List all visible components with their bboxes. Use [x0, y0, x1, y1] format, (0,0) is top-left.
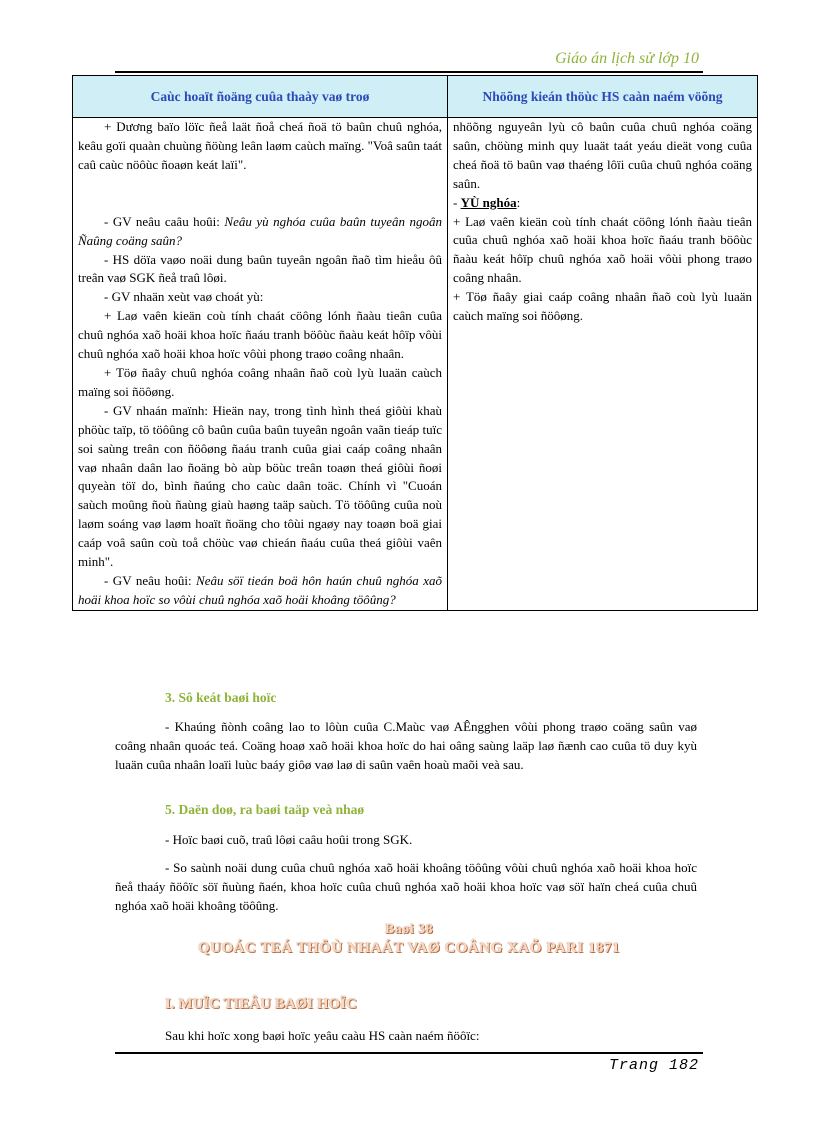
- left-paragraph-4: - GV nhaän xeùt vaø choát yù:: [104, 289, 264, 305]
- left-question-2: [78, 572, 442, 610]
- right-paragraph-1: nhöõng nguyeân lyù cô baûn cuûa chuû nghóa coäng saûn, chöùng minh quy luaät taát yeáu dieät vong cuûa cheá ñoä tö baûn vaø thaéng lôïi cuûa chuû nghóa coäng saûn.: [453, 119, 752, 191]
- right-paragraph-3: + Laø vaên kieän coù tính chaát cöông lónh ñaàu tieân cuûa chuû nghóa xaõ hoäi khoa hoïc ñaáu tranh böôùc ñaàu keát hôïp chuû nghóa xaõ hoäi vôùi phong traøo coâng nhaân.: [453, 213, 752, 286]
- section-5-title: 5. Daën doø, ra baøi taäp veà nhaø: [165, 802, 365, 817]
- question-prefix: - GV neâu caâu hoûi:: [104, 213, 225, 229]
- question-text: Neâu yù nghóa cuûa baûn tuyeân ngoân Ñaûng coäng saûn?: [78, 213, 442, 248]
- spacer: [78, 175, 442, 213]
- section-I-text: Sau khi hoïc xong baøi hoïc yeâu caàu HS caàn naém ñöôïc:: [165, 1028, 480, 1043]
- footer-rule: [115, 1052, 703, 1054]
- activities-cell: [73, 118, 448, 611]
- left-paragraph-5: + Laø vaên kieän coù tính chaát cöông lónh ñaàu tieân cuûa chuû nghóa xaõ hoäi khoa hoïc ñaáu tranh böôùc ñaàu keát hôïp vôùi chuû nghóa xaõ hoäi khoa hoïc vôùi phong traøo coâng nhaân.: [78, 308, 442, 362]
- section-3-text: [115, 717, 697, 774]
- left-paragraph-3: - HS döïa vaøo noäi dung baûn tuyeân ngoân ñaõ tìm hieåu ôû treân vaø SGK ñeå traû lôøi.: [78, 251, 442, 286]
- section-5-line-1-text: - Hoïc baøi cuõ, traû lôøi caâu hoûi trong SGK.: [165, 832, 413, 847]
- left-question-1: [78, 213, 442, 251]
- lesson-number: Baøi 38: [384, 922, 434, 937]
- section-5-line-1: [115, 830, 697, 849]
- left-paragraph-6: + Töø ñaây chuû nghóa coâng nhaân ñaõ coù lyù luaän caùch maïng soi ñöôøng.: [78, 364, 442, 399]
- right-meaning-heading: [453, 194, 752, 213]
- page-number: Trang 182: [608, 1057, 699, 1074]
- question-text: Neâu söï tieán boä hôn haún chuû nghóa xaõ hoäi khoa hoïc so vôùi chuû nghóa xaõ hoäi khoâng töôûng?: [78, 572, 442, 607]
- table-header-knowledge: Nhöõng kieán thöùc HS caàn naém vöõng: [448, 76, 758, 118]
- colon: :: [516, 194, 521, 210]
- section-5-line-2-text: - So saùnh noäi dung cuûa chuû nghóa xaõ hoäi khoâng töôûng vôùi chuû nghóa xaõ hoäi khoa hoïc ñeå thaáy ñöôïc söï ñuùng ñaén, khoa hoïc cuûa chuû nghóa xaõ hoäi khoa hoïc vaø söï haïn cheá cuûa chuû nghóa xaõ hoäi khoâng töôûng.: [115, 860, 697, 913]
- header-rule: [115, 71, 703, 73]
- question-prefix: - GV neâu hoûi:: [104, 572, 197, 588]
- right-paragraph-4: + Töø ñaây giai caáp coâng nhaân ñaõ coù lyù luaän caùch maïng soi ñöôøng.: [453, 289, 752, 324]
- lesson-table: [72, 75, 758, 611]
- left-paragraph-1: + Dương baïo löïc ñeå laät ñoå cheá ñoä tö baûn chuû nghóa, keâu goïi quaàn chuùng ñöùng leân laøm caùch maïng. "Voâ saûn taát caû caùc nöôùc ñoaøn keát laïi".: [78, 119, 442, 172]
- lesson-title: QUOÁC TEÁ THÖÙ NHAÁT VAØ COÂNG XAÕ PARI 1871: [197, 940, 621, 956]
- section-3-body: - Khaúng ñònh coâng lao to lôùn cuûa C.Maùc vaø AÊngghen vôùi phong traøo coäng saûn vaø coâng nhaân quoác teá. Coäng hoaø xaõ hoäi khoa hoïc do hai oâng saùng laäp laø ñænh cao cuûa tö duy kyù luaän cuûa nhaân loaïi luùc baáy giôø vaø laø di saûn vaên hoaù maõi veà sau.: [115, 719, 697, 772]
- section-5-line-2: [115, 858, 697, 915]
- table-header-activities: Caùc hoaït ñoäng cuûa thaày vaø troø: [73, 76, 448, 118]
- section-I-title: I. MUÏC TIEÂU BAØI HOÏC: [165, 996, 357, 1012]
- dash: -: [453, 194, 461, 210]
- header-title: Giáo án lịch sử lớp 10: [555, 50, 699, 67]
- meaning-label: YÙ nghóa: [460, 194, 517, 210]
- section-3-title: 3. Sô keát baøi hoïc: [165, 690, 277, 705]
- left-paragraph-7: - GV nhaán maïnh: Hieän nay, trong tình hình theá giôùi khaù phöùc taïp, tö töôûng cô baûn cuûa baûn tuyeân ngoân vaãn tieáp tuïc soi saùng treân con ñöôøng ñaáu tranh cuûa giai caáp coâng nhaân vaø nhaân daân lao ñoäng bò aùp böùc treân toaøn theá giôùi ñoøi quyeàn töï do, bình ñaúng cho caùc daân toäc. Chính vì "Cuoán saùch moûng ñoù ñaùng giaù haøng taäp saùch. Tö töôûng cuûa noù laøm soáng vaø laøm hoaït ñoäng cho tôùi ngaøy nay toaøn boä giai caáp voâ saûn coù toå chöùc vaø chieán ñaáu cuûa theá giôùi vaên minh".: [78, 402, 442, 570]
- knowledge-cell: [448, 118, 758, 611]
